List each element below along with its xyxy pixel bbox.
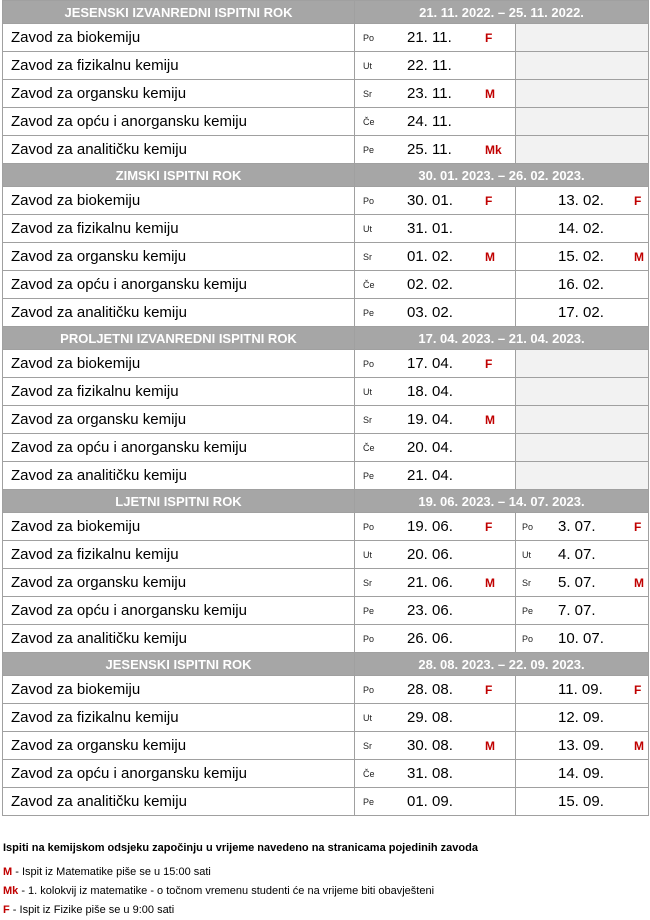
exam-mark: Mk: [485, 142, 502, 157]
department-name: Zavod za fizikalnu kemiju: [3, 52, 355, 80]
weekday: Po: [522, 521, 534, 532]
section-header: [3, 653, 649, 676]
exam-date: 17. 02.: [558, 304, 604, 321]
exam-mark: F: [634, 682, 642, 697]
department-name: Zavod za biokemiju: [3, 187, 355, 215]
exam-date: 21. 04.: [407, 467, 453, 484]
table-row: [3, 136, 649, 164]
weekday: Sr: [363, 88, 372, 99]
weekday: Po: [363, 32, 375, 43]
weekday: Ut: [363, 549, 372, 560]
exam-date: 11. 09.: [558, 681, 603, 698]
first-term-cell: [355, 569, 516, 597]
weekday: Če: [363, 768, 375, 779]
weekday: Sr: [522, 577, 531, 588]
table-row: [3, 299, 649, 327]
second-term-cell: [516, 243, 649, 271]
section-title: JESENSKI ISPITNI ROK: [3, 653, 355, 676]
weekday: Po: [363, 521, 375, 532]
table-row: [3, 704, 649, 732]
exam-date: 7. 07.: [558, 602, 596, 619]
department-name: Zavod za fizikalnu kemiju: [3, 378, 355, 406]
section-range: 17. 04. 2023. – 21. 04. 2023.: [355, 327, 649, 350]
department-name: Zavod za analitičku kemiju: [3, 136, 355, 164]
exam-date: 4. 07.: [558, 546, 596, 563]
weekday: Ut: [363, 60, 372, 71]
department-name: Zavod za organsku kemiju: [3, 732, 355, 760]
second-term-cell: [516, 52, 649, 80]
first-term-cell: [355, 271, 516, 299]
exam-date: 24. 11.: [407, 113, 452, 130]
weekday: Če: [363, 279, 375, 290]
exam-date: 26. 06.: [407, 630, 453, 647]
department-name: Zavod za opću i anorgansku kemiju: [3, 597, 355, 625]
department-name: Zavod za analitičku kemiju: [3, 788, 355, 816]
exam-mark: F: [634, 519, 642, 534]
table-row: [3, 569, 649, 597]
first-term-cell: [355, 378, 516, 406]
exam-date: 20. 06.: [407, 546, 453, 563]
table-row: [3, 350, 649, 378]
first-term-cell: [355, 541, 516, 569]
table-row: [3, 24, 649, 52]
exam-date: 30. 01.: [407, 192, 453, 209]
department-name: Zavod za opću i anorgansku kemiju: [3, 760, 355, 788]
weekday: Sr: [363, 740, 372, 751]
weekday: Če: [363, 116, 375, 127]
exam-date: 02. 02.: [407, 276, 453, 293]
table-row: [3, 52, 649, 80]
department-name: Zavod za organsku kemiju: [3, 569, 355, 597]
exam-date: 29. 08.: [407, 709, 453, 726]
table-row: [3, 108, 649, 136]
exam-date: 23. 06.: [407, 602, 453, 619]
exam-date: 17. 04.: [407, 355, 453, 372]
exam-date: 15. 09.: [558, 793, 604, 810]
department-name: Zavod za fizikalnu kemiju: [3, 704, 355, 732]
second-term-cell: [516, 24, 649, 52]
second-term-cell: [516, 187, 649, 215]
exam-date: 21. 06.: [407, 574, 453, 591]
section-header: [3, 164, 649, 187]
department-name: Zavod za organsku kemiju: [3, 243, 355, 271]
table-row: [3, 187, 649, 215]
exam-date: 13. 02.: [558, 192, 604, 209]
exam-mark: F: [485, 356, 493, 371]
exam-date: 31. 01.: [407, 220, 453, 237]
department-name: Zavod za fizikalnu kemiju: [3, 215, 355, 243]
exam-mark: M: [485, 575, 495, 590]
first-term-cell: [355, 732, 516, 760]
weekday: Sr: [363, 251, 372, 262]
weekday: Ut: [363, 712, 372, 723]
table-row: [3, 788, 649, 816]
weekday: Pe: [363, 470, 375, 481]
department-name: Zavod za organsku kemiju: [3, 406, 355, 434]
exam-mark: F: [485, 193, 493, 208]
section-range: 30. 01. 2023. – 26. 02. 2023.: [355, 164, 649, 187]
exam-mark: M: [485, 738, 495, 753]
second-term-cell: [516, 299, 649, 327]
first-term-cell: [355, 462, 516, 490]
first-term-cell: [355, 350, 516, 378]
exam-mark: F: [634, 193, 642, 208]
table-row: [3, 732, 649, 760]
exam-date: 5. 07.: [558, 574, 596, 591]
weekday: Ut: [363, 386, 372, 397]
section-header: [3, 327, 649, 350]
first-term-cell: [355, 243, 516, 271]
department-name: Zavod za biokemiju: [3, 24, 355, 52]
first-term-cell: [355, 788, 516, 816]
weekday: Sr: [363, 414, 372, 425]
exam-date: 03. 02.: [407, 304, 453, 321]
second-term-cell: [516, 136, 649, 164]
second-term-cell: [516, 108, 649, 136]
table-row: [3, 434, 649, 462]
weekday: Po: [363, 195, 375, 206]
exam-mark: F: [485, 519, 493, 534]
department-name: Zavod za analitičku kemiju: [3, 625, 355, 653]
second-term-cell: [516, 597, 649, 625]
department-name: Zavod za biokemiju: [3, 676, 355, 704]
notes-intro: Ispiti na kemijskom odsjeku započinju u vrijeme navedeno na stranicama pojedinih zavoda: [3, 842, 478, 854]
weekday: Pe: [522, 605, 534, 616]
table-row: [3, 513, 649, 541]
first-term-cell: [355, 704, 516, 732]
second-term-cell: [516, 378, 649, 406]
exam-date: 28. 08.: [407, 681, 453, 698]
exam-mark: M: [634, 249, 644, 264]
exam-mark: M: [634, 575, 644, 590]
section-title: PROLJETNI IZVANREDNI ISPITNI ROK: [3, 327, 355, 350]
second-term-cell: [516, 215, 649, 243]
weekday: Po: [363, 684, 375, 695]
weekday: Sr: [363, 577, 372, 588]
table-row: [3, 215, 649, 243]
section-header: [3, 1, 649, 24]
weekday: Ut: [522, 549, 531, 560]
second-term-cell: [516, 704, 649, 732]
first-term-cell: [355, 187, 516, 215]
exam-date: 3. 07.: [558, 518, 596, 535]
weekday: Pe: [363, 796, 375, 807]
first-term-cell: [355, 676, 516, 704]
table-row: [3, 462, 649, 490]
department-name: Zavod za opću i anorgansku kemiju: [3, 434, 355, 462]
weekday: Ut: [363, 223, 372, 234]
exam-date: 21. 11.: [407, 29, 452, 46]
weekday: Po: [522, 633, 534, 644]
exam-mark: M: [634, 738, 644, 753]
exam-date: 01. 09.: [407, 793, 453, 810]
first-term-cell: [355, 24, 516, 52]
department-name: Zavod za opću i anorgansku kemiju: [3, 108, 355, 136]
department-name: Zavod za analitičku kemiju: [3, 299, 355, 327]
department-name: Zavod za biokemiju: [3, 350, 355, 378]
exam-mark: F: [485, 30, 493, 45]
first-term-cell: [355, 406, 516, 434]
exam-mark: M: [485, 249, 495, 264]
department-name: Zavod za opću i anorgansku kemiju: [3, 271, 355, 299]
exam-date: 14. 09.: [558, 765, 604, 782]
second-term-cell: [516, 676, 649, 704]
exam-date: 23. 11.: [407, 85, 452, 102]
exam-date: 25. 11.: [407, 141, 452, 158]
table-row: [3, 541, 649, 569]
second-term-cell: [516, 462, 649, 490]
second-term-cell: [516, 513, 649, 541]
section-range: 21. 11. 2022. – 25. 11. 2022.: [355, 1, 649, 24]
section-header: [3, 490, 649, 513]
exam-mark: M: [485, 86, 495, 101]
first-term-cell: [355, 760, 516, 788]
exam-date: 01. 02.: [407, 248, 453, 265]
weekday: Po: [363, 633, 375, 644]
first-term-cell: [355, 52, 516, 80]
exam-mark: F: [485, 682, 493, 697]
first-term-cell: [355, 513, 516, 541]
weekday: Če: [363, 442, 375, 453]
table-row: [3, 271, 649, 299]
weekday: Pe: [363, 144, 375, 155]
exam-date: 22. 11.: [407, 57, 452, 74]
table-row: [3, 243, 649, 271]
weekday: Po: [363, 358, 375, 369]
first-term-cell: [355, 597, 516, 625]
exam-date: 14. 02.: [558, 220, 604, 237]
exam-date: 19. 06.: [407, 518, 453, 535]
first-term-cell: [355, 136, 516, 164]
weekday: Pe: [363, 605, 375, 616]
table-row: [3, 597, 649, 625]
exam-date: 30. 08.: [407, 737, 453, 754]
notes: [3, 838, 643, 920]
exam-date: 16. 02.: [558, 276, 604, 293]
legend-f: F - Ispit iz Fizike piše se u 9:00 sati: [3, 904, 175, 916]
first-term-cell: [355, 299, 516, 327]
exam-date: 13. 09.: [558, 737, 604, 754]
first-term-cell: [355, 80, 516, 108]
exam-mark: M: [485, 412, 495, 427]
legend-mk: Mk - 1. kolokvij iz matematike - o točnom vremenu studenti će na vrijeme biti obavješteni: [3, 885, 435, 897]
table-row: [3, 760, 649, 788]
second-term-cell: [516, 788, 649, 816]
second-term-cell: [516, 625, 649, 653]
second-term-cell: [516, 350, 649, 378]
second-term-cell: [516, 80, 649, 108]
exam-date: 10. 07.: [558, 630, 604, 647]
first-term-cell: [355, 625, 516, 653]
table-row: [3, 406, 649, 434]
department-name: Zavod za biokemiju: [3, 513, 355, 541]
second-term-cell: [516, 541, 649, 569]
exam-date: 18. 04.: [407, 383, 453, 400]
first-term-cell: [355, 215, 516, 243]
table-row: [3, 80, 649, 108]
second-term-cell: [516, 271, 649, 299]
exam-date: 15. 02.: [558, 248, 604, 265]
section-title: ZIMSKI ISPITNI ROK: [3, 164, 355, 187]
department-name: Zavod za fizikalnu kemiju: [3, 541, 355, 569]
table-row: [3, 378, 649, 406]
second-term-cell: [516, 569, 649, 597]
second-term-cell: [516, 732, 649, 760]
exam-date: 31. 08.: [407, 765, 453, 782]
exam-schedule-table: [2, 0, 649, 816]
section-title: LJETNI ISPITNI ROK: [3, 490, 355, 513]
second-term-cell: [516, 434, 649, 462]
table-row: [3, 676, 649, 704]
section-range: 19. 06. 2023. – 14. 07. 2023.: [355, 490, 649, 513]
table-row: [3, 625, 649, 653]
weekday: Pe: [363, 307, 375, 318]
section-title: JESENSKI IZVANREDNI ISPITNI ROK: [3, 1, 355, 24]
exam-date: 20. 04.: [407, 439, 453, 456]
first-term-cell: [355, 108, 516, 136]
section-range: 28. 08. 2023. – 22. 09. 2023.: [355, 653, 649, 676]
department-name: Zavod za analitičku kemiju: [3, 462, 355, 490]
second-term-cell: [516, 760, 649, 788]
department-name: Zavod za organsku kemiju: [3, 80, 355, 108]
legend-m: M - Ispit iz Matematike piše se u 15:00 sati: [3, 866, 211, 878]
first-term-cell: [355, 434, 516, 462]
exam-date: 19. 04.: [407, 411, 453, 428]
exam-date: 12. 09.: [558, 709, 604, 726]
second-term-cell: [516, 406, 649, 434]
